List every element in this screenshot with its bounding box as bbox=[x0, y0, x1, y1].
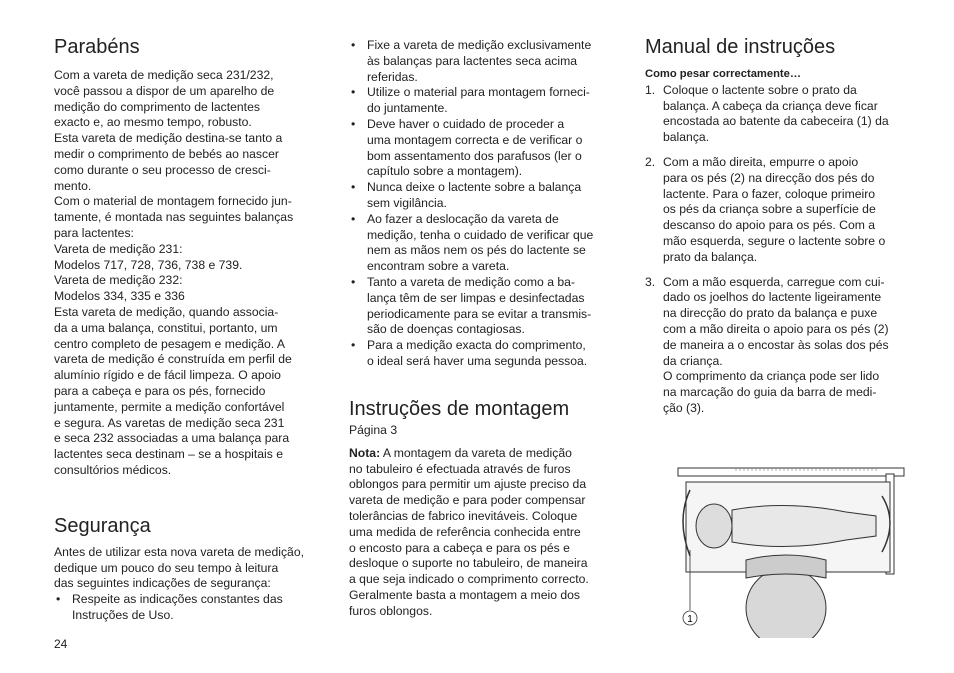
text-line: na marcação do guia da barra de medi- bbox=[663, 385, 877, 400]
list-item bbox=[349, 85, 623, 117]
text-line: descanso do apoio para os pés. Com a bbox=[663, 218, 876, 233]
text-line: lactente. Para o fazer, coloque primeiro bbox=[663, 186, 876, 201]
text-line: lança têm de ser limpas e desinfectadas bbox=[367, 290, 585, 305]
steps-list bbox=[645, 83, 920, 417]
text-line: furos oblongos. bbox=[349, 603, 433, 618]
text-line: uma medida de referência conhecida entre bbox=[349, 524, 581, 539]
page-reference: Página 3 bbox=[349, 422, 398, 437]
step-number: 3. bbox=[645, 274, 656, 289]
text-line: e segura. As varetas de medição seca 231 bbox=[54, 415, 285, 430]
callout-number: 1 bbox=[687, 614, 693, 625]
column-left bbox=[54, 34, 326, 624]
text-line: capítulo sobre a montagem). bbox=[367, 164, 523, 179]
heading-manual-instrucoes: Manual de instruções bbox=[645, 36, 836, 58]
text-line: Vareta de medição 232: bbox=[54, 273, 183, 288]
text-line: no tabuleiro é efectuada através de furos bbox=[349, 461, 571, 476]
text-line: • Para a medição exacta do comprimento, bbox=[367, 338, 586, 353]
infant-measuring-illustration bbox=[676, 460, 918, 638]
note-label: Nota: bbox=[349, 445, 381, 460]
text-line: para os pés (2) na direcção dos pés do bbox=[663, 170, 875, 185]
text-line: • Utilize o material para montagem forneci- bbox=[367, 85, 590, 100]
list-item bbox=[349, 275, 623, 338]
safety-list bbox=[54, 592, 326, 624]
list-item bbox=[349, 38, 623, 85]
note-text: A montagem da vareta de medição bbox=[380, 445, 572, 460]
text-line: Com a mão direita, empurre o apoio bbox=[663, 154, 859, 169]
text-line: encontram sobre a vareta. bbox=[367, 259, 510, 274]
measuring-rod bbox=[678, 468, 904, 476]
step-item bbox=[645, 155, 920, 266]
step-item bbox=[645, 83, 920, 146]
text-line: tamente, é montada nas seguintes balanças bbox=[54, 210, 294, 225]
text-line: vareta de medição e para poder compensar bbox=[349, 493, 586, 508]
list-item bbox=[349, 180, 623, 212]
text-line: Vareta de medição 231: bbox=[54, 241, 183, 256]
text-line: medir o comprimento de bebés ao nascer bbox=[54, 146, 279, 161]
text-line: consultórios médicos. bbox=[54, 462, 172, 477]
text-line: às balanças para lactentes seca acima bbox=[367, 53, 578, 68]
text-line: são de doenças contagiosas. bbox=[367, 322, 525, 337]
text-line: lactentes seca destinam – se a hospitais e bbox=[54, 447, 283, 462]
safety-list-continued bbox=[349, 38, 623, 370]
text-line: medição, tenha o cuidado de verificar que bbox=[367, 227, 594, 242]
text-line: • Tanto a vareta de medição como a ba- bbox=[367, 274, 575, 289]
column-right bbox=[645, 34, 920, 426]
text-line: • Respeite as indicações constantes das bbox=[72, 592, 283, 607]
text-line: de maneira a o encostar às solas dos pés bbox=[663, 337, 889, 352]
text-line: Modelos 717, 728, 736, 738 e 739. bbox=[54, 257, 243, 272]
text-line: oblongos para permitir um ajuste preciso da bbox=[349, 477, 587, 492]
page-number: 24 bbox=[54, 637, 68, 651]
text-line: Com a mão esquerda, carregue com cui- bbox=[663, 274, 885, 289]
illustration-drawing bbox=[676, 460, 918, 638]
text-line: centro completo de pesagem e medição. A bbox=[54, 336, 286, 351]
step-number: 1. bbox=[645, 82, 656, 97]
text-line: encostada ao batente da cabeceira (1) da bbox=[663, 114, 889, 129]
text-line: e seca 232 associadas a uma balança para bbox=[54, 431, 290, 446]
text-line: prato da balança. bbox=[663, 249, 758, 264]
text-line: Esta vareta de medição, quando associa- bbox=[54, 304, 279, 319]
heading-parabens: Parabéns bbox=[54, 36, 140, 58]
text-line: periodicamente para se evitar a transmis- bbox=[367, 306, 592, 321]
text-line: balança. A cabeça da criança deve ficar bbox=[663, 98, 878, 113]
text-line: referidas. bbox=[367, 69, 418, 84]
text-line: alumínio rígido e de fácil limpeza. O apoio bbox=[54, 368, 281, 383]
text-line: Esta vareta de medição destina-se tanto a bbox=[54, 131, 283, 146]
heading-seguranca: Segurança bbox=[54, 514, 151, 537]
note-paragraph bbox=[349, 446, 623, 620]
text-line: sem vigilância. bbox=[367, 195, 447, 210]
text-line: • Fixe a vareta de medição exclusivamente bbox=[367, 38, 592, 52]
text-line: Com a vareta de medição seca 231/232, bbox=[54, 68, 274, 82]
text-line: vareta de medição é construída em perfil de bbox=[54, 352, 292, 367]
text-line: mão esquerda, segure o lactente sobre o bbox=[663, 233, 886, 248]
text-line: medição do comprimento de lactentes bbox=[54, 99, 260, 114]
text-line: Com o material de montagem fornecido jun- bbox=[54, 194, 292, 209]
text-line: para lactentes: bbox=[54, 225, 134, 240]
text-line: dado os joelhos do lactente ligeiramente bbox=[663, 290, 882, 305]
text-line: Geralmente basta a montagem a meio dos bbox=[349, 587, 581, 602]
text-line: • Ao fazer a deslocação da vareta de bbox=[367, 211, 559, 226]
text-line: como durante o seu processo de cresci- bbox=[54, 162, 271, 177]
text-line: o encosto para a cabeça e para os pés e bbox=[349, 540, 570, 555]
step-item bbox=[645, 275, 920, 417]
text-line: mento. bbox=[54, 178, 92, 193]
text-line: o ideal será haver uma segunda pessoa. bbox=[367, 353, 588, 368]
heading-instrucoes-montagem: Instruções de montagem bbox=[349, 397, 570, 420]
column-middle bbox=[349, 38, 623, 620]
text-line: • Nunca deixe o lactente sobre a balança bbox=[367, 180, 582, 195]
text-line: juntamente, permite a medição confortável bbox=[54, 399, 285, 414]
text-line: das seguintes indicações de segurança: bbox=[54, 576, 271, 591]
text-line: exacto e, ao mesmo tempo, robusto. bbox=[54, 115, 252, 130]
text-line: bom assentamento dos parafusos (ler o bbox=[367, 148, 582, 163]
text-line: tolerâncias de fabrico inevitáveis. Coloque bbox=[349, 508, 578, 523]
infant-head bbox=[696, 504, 732, 548]
intro-text bbox=[54, 68, 326, 479]
text-line: • Deve haver o cuidado de proceder a bbox=[367, 116, 565, 131]
text-line: balança. bbox=[663, 130, 710, 145]
step-number: 2. bbox=[645, 154, 656, 169]
text-line: para a cabeça e para os pés, fornecido bbox=[54, 383, 266, 398]
text-line: da a uma balança, constitui, portanto, um bbox=[54, 320, 278, 335]
text-line: O comprimento da criança pode ser lido bbox=[663, 369, 880, 384]
list-item bbox=[54, 592, 326, 624]
text-line: nem as mãos nem os pés do lactente se bbox=[367, 243, 586, 258]
list-item bbox=[349, 117, 623, 180]
text-line: com a mão direita o apoio para os pés (2) bbox=[663, 321, 889, 336]
text-line: dedique um pouco do seu tempo à leitura bbox=[54, 560, 279, 575]
text-line: os pés da criança sobre a superfície de bbox=[663, 202, 876, 217]
text-line: Instruções de Uso. bbox=[72, 607, 174, 622]
adult-head bbox=[746, 568, 826, 638]
text-line: na direcção do prato da balança e puxe bbox=[663, 306, 878, 321]
text-line: você passou a dispor de um aparelho de bbox=[54, 83, 275, 98]
text-line: ção (3). bbox=[663, 400, 705, 415]
list-item bbox=[349, 338, 623, 370]
list-item bbox=[349, 212, 623, 275]
text-line: Coloque o lactente sobre o prato da bbox=[663, 82, 857, 97]
safety-intro bbox=[54, 545, 326, 592]
text-line: desloque o suporte no tabuleiro, de maneira bbox=[349, 556, 588, 571]
text-line: Modelos 334, 335 e 336 bbox=[54, 289, 185, 304]
text-line: do juntamente. bbox=[367, 101, 448, 116]
text-line: Antes de utilizar esta nova vareta de medição, bbox=[54, 544, 304, 559]
text-line: uma montagem correcta e de verificar o bbox=[367, 132, 583, 147]
text-line bbox=[349, 446, 623, 462]
section-subheading: Como pesar correctamente… bbox=[645, 68, 802, 80]
text-line: a que seja indicado o comprimento correcto. bbox=[349, 572, 589, 587]
text-line: da criança. bbox=[663, 353, 723, 368]
